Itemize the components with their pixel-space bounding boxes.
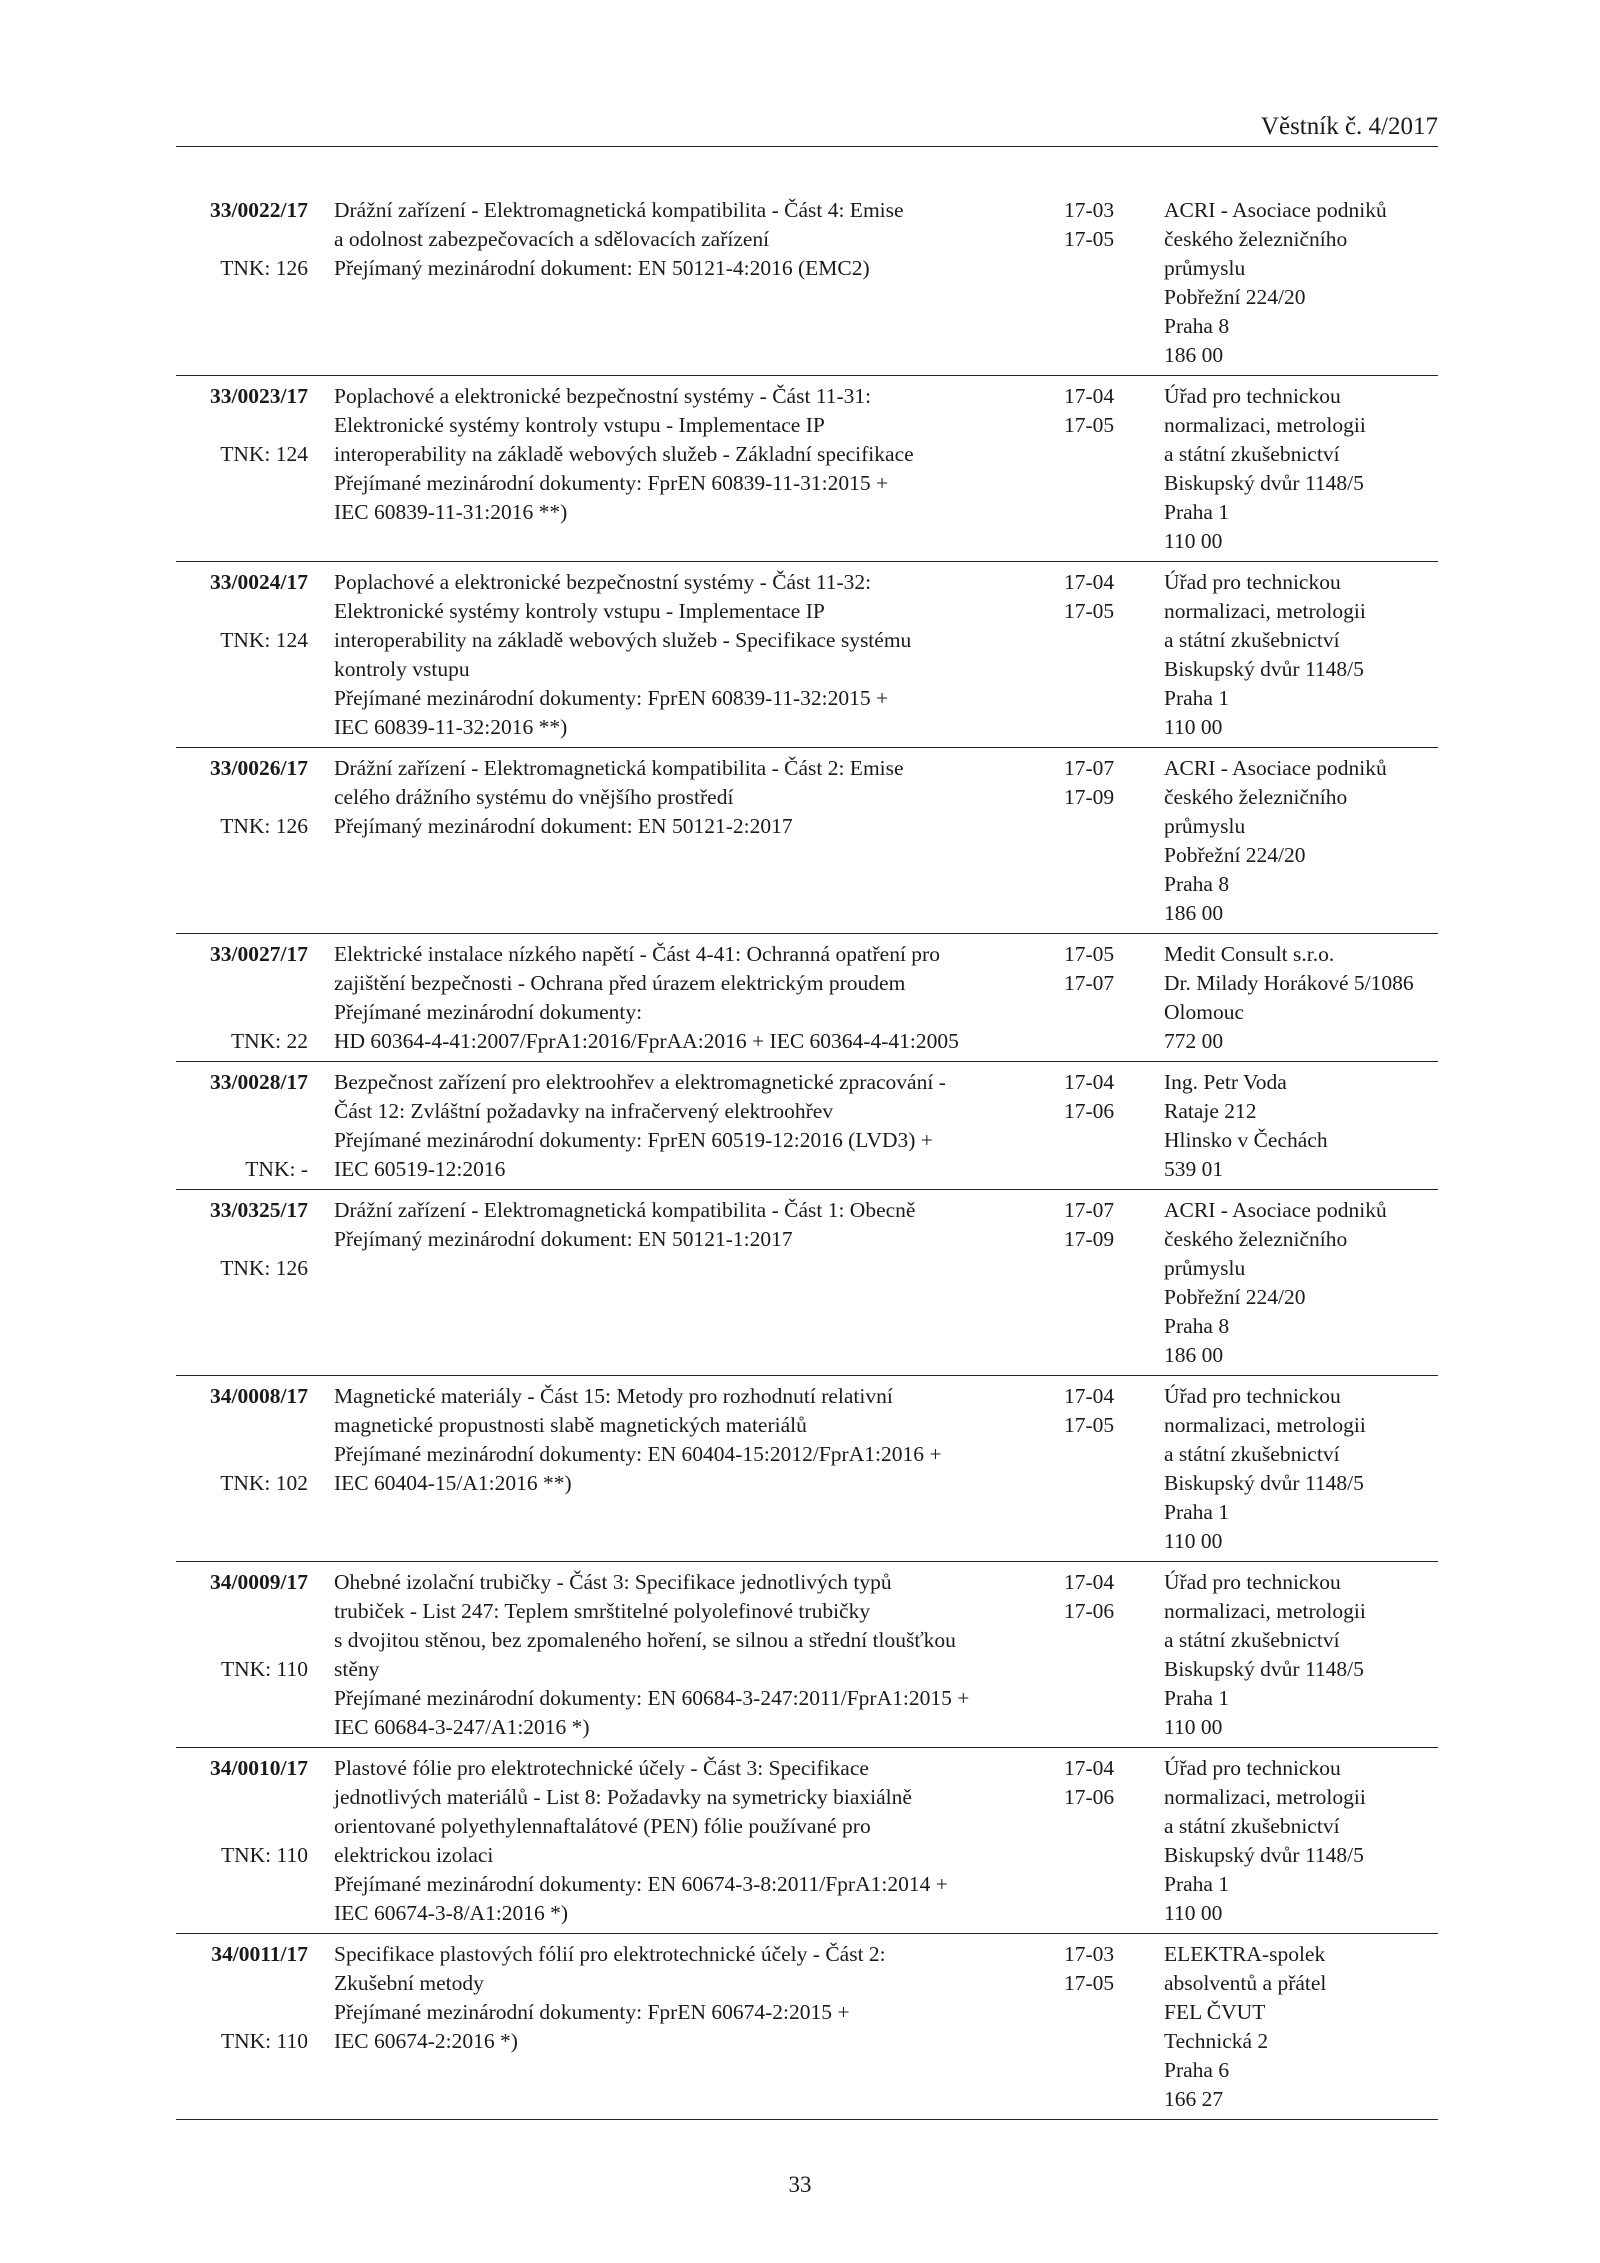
table-row: [176, 748, 1438, 934]
date-range: 17-03 17-05: [1064, 198, 1115, 251]
standard-title: Drážní zařízení - Elektromagnetická kompatibilita - Část 2: Emise celého drážního systému do vnějšího prostředí Přejímaný mezinárodní dokument: EN 50121-2:2017: [334, 756, 904, 838]
standard-number: 34/0010/17: [210, 1756, 308, 1780]
journal-title: Věstník č. 4/2017: [1260, 113, 1438, 140]
standard-title: Drážní zařízení - Elektromagnetická kompatibilita - Část 4: Emise a odolnost zabezpečovacích a sdělovacích zařízení Přejímaný mezinárodní dokument: EN 50121-4:2016 (EMC2): [334, 198, 904, 280]
standard-number: 33/0028/17: [210, 1070, 308, 1094]
processor-address: Úřad pro technickou normalizaci, metrologii a státní zkušebnictví Biskupský dvůr 1148/5 Praha 1 110 00: [1164, 1384, 1366, 1553]
date-range: 17-03 17-05: [1064, 1942, 1115, 1995]
table-row: [176, 1062, 1438, 1190]
standard-number: 33/0026/17: [210, 756, 308, 780]
standard-title: Drážní zařízení - Elektromagnetická kompatibilita - Část 1: Obecně Přejímaný mezinárodní dokument: EN 50121-1:2017: [334, 1198, 916, 1251]
processor-address: Úřad pro technickou normalizaci, metrologii a státní zkušebnictví Biskupský dvůr 1148/5 Praha 1 110 00: [1164, 1756, 1366, 1925]
standards-table: [176, 190, 1438, 2120]
processor-address: Úřad pro technickou normalizaci, metrologii a státní zkušebnictví Biskupský dvůr 1148/5 Praha 1 110 00: [1164, 570, 1366, 739]
standard-title: Bezpečnost zařízení pro elektroohřev a elektromagnetické zpracování - Část 12: Zvláštní požadavky na infračervený elektroohřev Přejímané mezinárodní dokumenty: FprEN 60519-12:2016 (LVD3) + IEC 60519-12:2016: [334, 1070, 946, 1181]
standard-title: Specifikace plastových fólií pro elektrotechnické účely - Část 2: Zkušební metody Přejímané mezinárodní dokumenty: FprEN 60674-2:2015 + IEC 60674-2:2016 *): [334, 1942, 886, 2053]
date-range: 17-05 17-07: [1064, 942, 1115, 995]
date-range: 17-04 17-05: [1064, 384, 1115, 437]
processor-address: ACRI - Asociace podniků českého železničního průmyslu Pobřežní 224/20 Praha 8 186 00: [1164, 1198, 1387, 1367]
tnk-label: TNK: 124: [220, 442, 308, 466]
standard-number: 33/0024/17: [210, 570, 308, 594]
date-range: 17-04 17-05: [1064, 570, 1115, 623]
standard-number: 34/0008/17: [210, 1384, 308, 1408]
table-row: [176, 934, 1438, 1062]
processor-address: Úřad pro technickou normalizaci, metrologii a státní zkušebnictví Biskupský dvůr 1148/5 Praha 1 110 00: [1164, 1570, 1366, 1739]
id-cell: [176, 1568, 308, 1742]
tnk-label: TNK: 126: [220, 1256, 308, 1280]
tnk-label: TNK: 110: [221, 1843, 308, 1867]
tnk-label: TNK: 126: [220, 256, 308, 280]
processor-address: ELEKTRA-spolek absolventů a přátel FEL ČVUT Technická 2 Praha 6 166 27: [1164, 1942, 1327, 2111]
table-row: [176, 190, 1438, 376]
id-cell: [176, 1382, 308, 1556]
processor-address: Medit Consult s.r.o. Dr. Milady Horákové 5/1086 Olomouc 772 00: [1164, 942, 1414, 1053]
tnk-label: TNK: 124: [220, 628, 308, 652]
date-range: 17-04 17-06: [1064, 1570, 1115, 1623]
id-cell: [176, 1068, 308, 1184]
date-range: 17-07 17-09: [1064, 1198, 1115, 1251]
tnk-label: TNK: 110: [221, 1657, 308, 1681]
id-cell: [176, 1754, 308, 1928]
standard-number: 33/0023/17: [210, 384, 308, 408]
standard-title: Poplachové a elektronické bezpečnostní systémy - Část 11-31: Elektronické systémy kontroly vstupu - Implementace IP interoperability na základě webových služeb - Základní specifikace Přejímané mezinárodní dokumenty: FprEN 60839-11-31:2015 + IEC 60839-11-31:2016 **): [334, 384, 914, 524]
tnk-label: TNK: 126: [220, 814, 308, 838]
id-cell: [176, 1940, 308, 2114]
page-number: 33: [788, 2172, 812, 2197]
table-row: [176, 562, 1438, 748]
standard-number: 33/0027/17: [210, 942, 308, 966]
header-rule: [176, 146, 1438, 147]
standard-title: Elektrické instalace nízkého napětí - Část 4-41: Ochranná opatření pro zajištění bezpečnosti - Ochrana před úrazem elektrickým proudem Přejímané mezinárodní dokumenty: HD 60364-4-41:2007/FprA1:2016/FprAA:2016 + IEC 60364-4-41:2005: [334, 942, 959, 1053]
processor-address: Úřad pro technickou normalizaci, metrologii a státní zkušebnictví Biskupský dvůr 1148/5 Praha 1 110 00: [1164, 384, 1366, 553]
standard-number: 33/0022/17: [210, 198, 308, 222]
processor-address: ACRI - Asociace podniků českého železničního průmyslu Pobřežní 224/20 Praha 8 186 00: [1164, 756, 1387, 925]
id-cell: [176, 1196, 308, 1370]
table-row: [176, 1190, 1438, 1376]
standard-title: Plastové fólie pro elektrotechnické účely - Část 3: Specifikace jednotlivých materiálů - List 8: Požadavky na symetricky biaxiálně orientované polyethylennaftalátové (PEN) fólie používané pro elektrickou izolaci Přejímané mezinárodní dokumenty: EN 60674-3-8:2011/FprA1:2014 + IEC 60674-3-8/A1:2016 *): [334, 1756, 948, 1925]
date-range: 17-04 17-06: [1064, 1756, 1115, 1809]
id-cell: [176, 568, 308, 742]
standard-title: Ohebné izolační trubičky - Část 3: Specifikace jednotlivých typů trubiček - List 247: Teplem smrštitelné polyolefinové trubičky s dvojitou stěnou, bez zpomaleného hoření, se silnou a střední tloušťkou stěny Přejímané mezinárodní dokumenty: EN 60684-3-247:2011/FprA1:2015 + IEC 60684-3-247/A1:2016 *): [334, 1570, 970, 1739]
id-cell: [176, 940, 308, 1056]
id-cell: [176, 754, 308, 928]
date-range: 17-07 17-09: [1064, 756, 1115, 809]
processor-address: ACRI - Asociace podniků českého železničního průmyslu Pobřežní 224/20 Praha 8 186 00: [1164, 198, 1387, 367]
standard-title: Poplachové a elektronické bezpečnostní systémy - Část 11-32: Elektronické systémy kontroly vstupu - Implementace IP interoperability na základě webových služeb - Specifikace systému kontroly vstupu Přejímané mezinárodní dokumenty: FprEN 60839-11-32:2015 + IEC 60839-11-32:2016 **): [334, 570, 912, 739]
id-cell: [176, 196, 308, 370]
tnk-label: TNK: 102: [220, 1471, 308, 1495]
id-cell: [176, 382, 308, 556]
standard-number: 34/0011/17: [211, 1942, 308, 1966]
standard-title: Magnetické materiály - Část 15: Metody pro rozhodnutí relativní magnetické propustnosti slabě magnetických materiálů Přejímané mezinárodní dokumenty: EN 60404-15:2012/FprA1:2016 + IEC 60404-15/A1:2016 **): [334, 1384, 942, 1495]
standard-number: 33/0325/17: [210, 1198, 308, 1222]
date-range: 17-04 17-06: [1064, 1070, 1115, 1123]
table-row: [176, 1748, 1438, 1934]
tnk-label: TNK: 110: [221, 2029, 308, 2053]
table-row: [176, 1376, 1438, 1562]
date-range: 17-04 17-05: [1064, 1384, 1115, 1437]
tnk-label: TNK: -: [245, 1157, 308, 1181]
table-row: [176, 376, 1438, 562]
processor-address: Ing. Petr Voda Rataje 212 Hlinsko v Čechách 539 01: [1164, 1070, 1328, 1181]
table-row: [176, 1934, 1438, 2120]
standard-number: 34/0009/17: [210, 1570, 308, 1594]
tnk-label: TNK: 22: [230, 1029, 308, 1053]
table-row: [176, 1562, 1438, 1748]
